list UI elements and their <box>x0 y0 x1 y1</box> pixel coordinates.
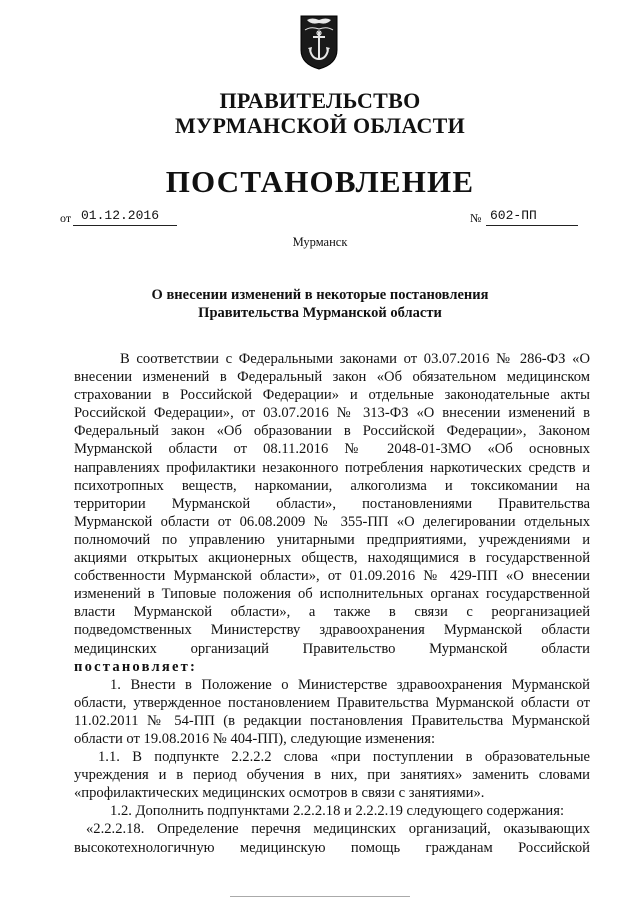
body-line: 1.2. Дополнить подпунктами 2.2.2.18 и 2.2.2.19 следующего содержания: <box>110 803 565 820</box>
date-prefix-label: от <box>60 211 72 225</box>
body-line: области, утвержденное постановлением Правительства Мурманской области от <box>74 694 590 711</box>
body-line: психотропных веществ, наркомании, алкоголизма и токсикомании на <box>74 477 590 494</box>
city-name: Мурманск <box>292 235 348 249</box>
body-line: направлениях профилактики незаконного потребления наркотических средств и <box>74 459 590 476</box>
body-line: страховании в Российской Федерации» и отдельные законодательные акты <box>74 387 590 404</box>
body-line: высокотехнологичную медицинскую помощь гражданам Российской <box>74 839 590 856</box>
subject-line1: О внесении изменений в некоторые постановления <box>151 287 489 303</box>
body-line: территории Мурманской области», постановлениями Правительства <box>74 495 590 512</box>
body-line: Федеральный закон «Об образовании в Российской Федерации», Законом <box>74 423 590 440</box>
date-number-row <box>0 207 640 229</box>
body-line: 1. Внести в Положение о Министерстве здравоохранения Мурманской <box>110 676 590 693</box>
body-line: акциями открытых акционерных обществ, находящимися в государственной <box>74 550 590 567</box>
document-type-title: ПОСТАНОВЛЕНИЕ <box>165 164 475 199</box>
org-name-line2: МУРМАНСКОЙ ОБЛАСТИ <box>174 113 466 138</box>
decree-body <box>74 350 590 857</box>
body-line: Мурманской области от 08.11.2016 № 2048-01-ЗМО «Об основных <box>74 441 590 458</box>
number-sign-label: № <box>470 211 482 225</box>
body-line: учреждения и в период обучения в них, при занятиях» заменить словами <box>74 767 590 784</box>
body-line: собственности Мурманской области», от 01.09.2016 № 429-ПП «О внесении <box>74 568 590 585</box>
document-number: 602-ПП <box>486 207 578 226</box>
body-line: «2.2.2.18. Определение перечня медицинских организаций, оказывающих <box>86 821 590 838</box>
decree-word: постановляет: <box>74 658 198 675</box>
body-line: медицинских организаций Правительство Мурманской области <box>74 640 590 657</box>
body-line: 11.02.2011 № 54-ПП (в редакции постановления Правительства Мурманской <box>74 712 590 729</box>
org-name-line1: ПРАВИТЕЛЬСТВО <box>219 88 421 113</box>
body-line: изменений в Типовые положения об исполнительных органах государственной <box>74 586 590 603</box>
body-line: Мурманской области от 06.08.2009 № 355-ПП «О делегировании отдельных <box>74 513 590 530</box>
body-line: В соответствии с Федеральными законами от 03.07.2016 № 286-ФЗ «О <box>120 351 590 367</box>
body-line: Российской Федерации», от 03.07.2016 № 313-ФЗ «О внесении изменений в <box>74 405 590 422</box>
page-footer-line <box>230 896 410 899</box>
subject-line2: Правительства Мурманской области <box>198 305 442 321</box>
body-line: власти Мурманской области», а также в связи с реорганизацией <box>74 604 590 621</box>
body-line: 1.1. В подпункте 2.2.2.2 слова «при поступлении в образовательные <box>98 749 590 766</box>
coat-of-arms-emblem <box>299 14 339 70</box>
body-line: полномочий по управлению унитарными предприятиями, учреждениями и <box>74 531 590 548</box>
body-line: области от 19.08.2016 № 404-ПП), следующие изменения: <box>74 730 436 747</box>
body-line: внесении изменений в Федеральный закон «Об обязательном медицинском <box>74 369 590 386</box>
body-line: подведомственных Министерству здравоохранения Мурманской области <box>74 622 590 639</box>
document-date: 01.12.2016 <box>73 207 177 226</box>
body-line: «профилактических медицинских осмотров в связи с занятиями». <box>74 785 485 802</box>
